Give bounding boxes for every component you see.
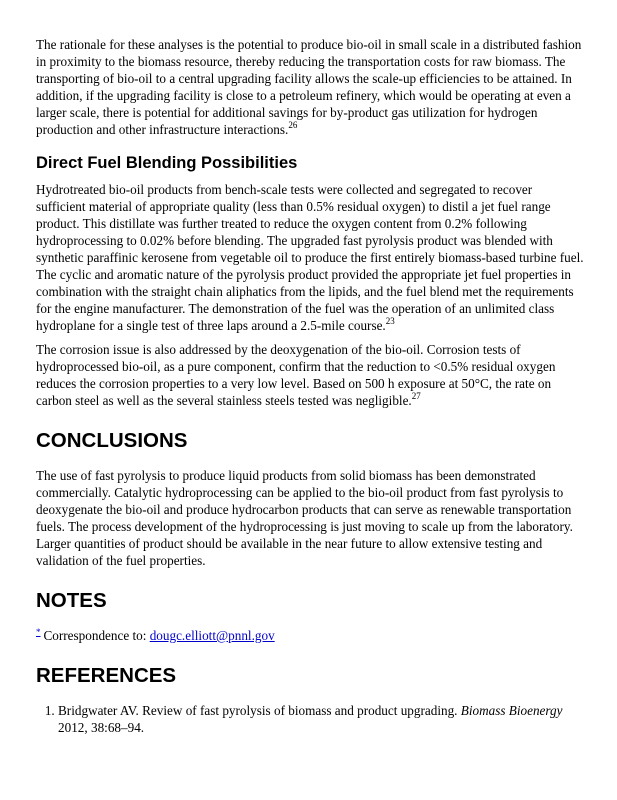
correspondence-label: Correspondence to: <box>43 628 147 643</box>
intro-text: The rationale for these analyses is the potential to produce bio-oil in small scale in a distributed fashion in proximity to the biomass resource, thereby reducing the transportation costs for raw biomass. The transporting of bio-oil to a central upgrading facility allows the scale-up efficiencies to be attained. In addition, if the upgrading facility is close to a petroleum refinery, which would be operating at even a larger scale, there is potential for additional savings for by-product gas utilization for hydrogen production and other infrastructure interactions. <box>36 37 582 137</box>
correspondence-note <box>36 627 584 644</box>
citation-26[interactable]: 26 <box>288 119 298 130</box>
blending-text-1: Hydrotreated bio-oil products from bench-scale tests were collected and segregated to recover sufficient material of appropriate quality (less than 0.5% residual oxygen) to distil a jet fuel range product. This distillate was further treated to reduce the oxygen content from 0.2% following hydroprocessing to 0.02% before blending. The upgraded fast pyrolysis product was blended with synthetic paraffinic kerosene from vegetable oil to produce the first entirely biomass-based turbine fuel. The cyclic and aromatic nature of the pyrolysis product provided the appropriate jet fuel properties in combination with the straight chain aliphatics from the lipids, and the fuel blend met the requirements for the engine manufacturer. The demonstration of the fuel was the operation of an unlimited class hydroplane for a single test of three laps around a 2.5-mile course. <box>36 182 584 333</box>
citation-23[interactable]: 23 <box>385 315 395 326</box>
blending-text-2: The corrosion issue is also addressed by the deoxygenation of the bio-oil. Corrosion tests of hydroprocessed bio-oil, as a pure component, confirm that the reduction to <0.5% residual oxygen reduces the corrosion properties to a very low level. Based on 500 h exposure at 50°C, the rate on carbon steel as well as the several stainless steels tested was negligible. <box>36 342 556 408</box>
section-heading-notes: NOTES <box>36 589 107 612</box>
reference-text: Bridgwater AV. Review of fast pyrolysis of biomass and product upgrading. <box>58 703 458 718</box>
footnote-mark-link[interactable]: * <box>36 626 41 637</box>
section-heading-conclusions: CONCLUSIONS <box>36 429 188 452</box>
intro-paragraph <box>36 36 584 138</box>
citation-27[interactable]: 27 <box>411 390 421 401</box>
section-heading-blending: Direct Fuel Blending Possibilities <box>36 154 298 172</box>
blending-paragraph-1 <box>36 181 584 334</box>
article-page <box>36 36 584 736</box>
reference-citation: 2012, 38:68–94. <box>58 720 145 735</box>
blending-paragraph-2 <box>36 341 584 409</box>
section-heading-references: REFERENCES <box>36 664 177 687</box>
reference-item <box>58 702 584 736</box>
reference-list <box>36 702 584 736</box>
correspondence-email-link[interactable]: dougc.elliott@pnnl.gov <box>149 628 275 643</box>
reference-journal: Biomass Bioenergy <box>460 703 563 718</box>
conclusions-paragraph: The use of fast pyrolysis to produce liquid products from solid biomass has been demonstrated commercially. Catalytic hydroprocessing can be applied to the bio-oil product from fast pyrolysis to deoxygenate the bio-oil and produce hydrocarbon products that can serve as renewable transportation fuels. The process development of the hydroprocessing is just moving to scale up from the laboratory. Larger quantities of product should be available in the near future to allow extensive testing and validation of the fuel properties. <box>36 468 573 568</box>
